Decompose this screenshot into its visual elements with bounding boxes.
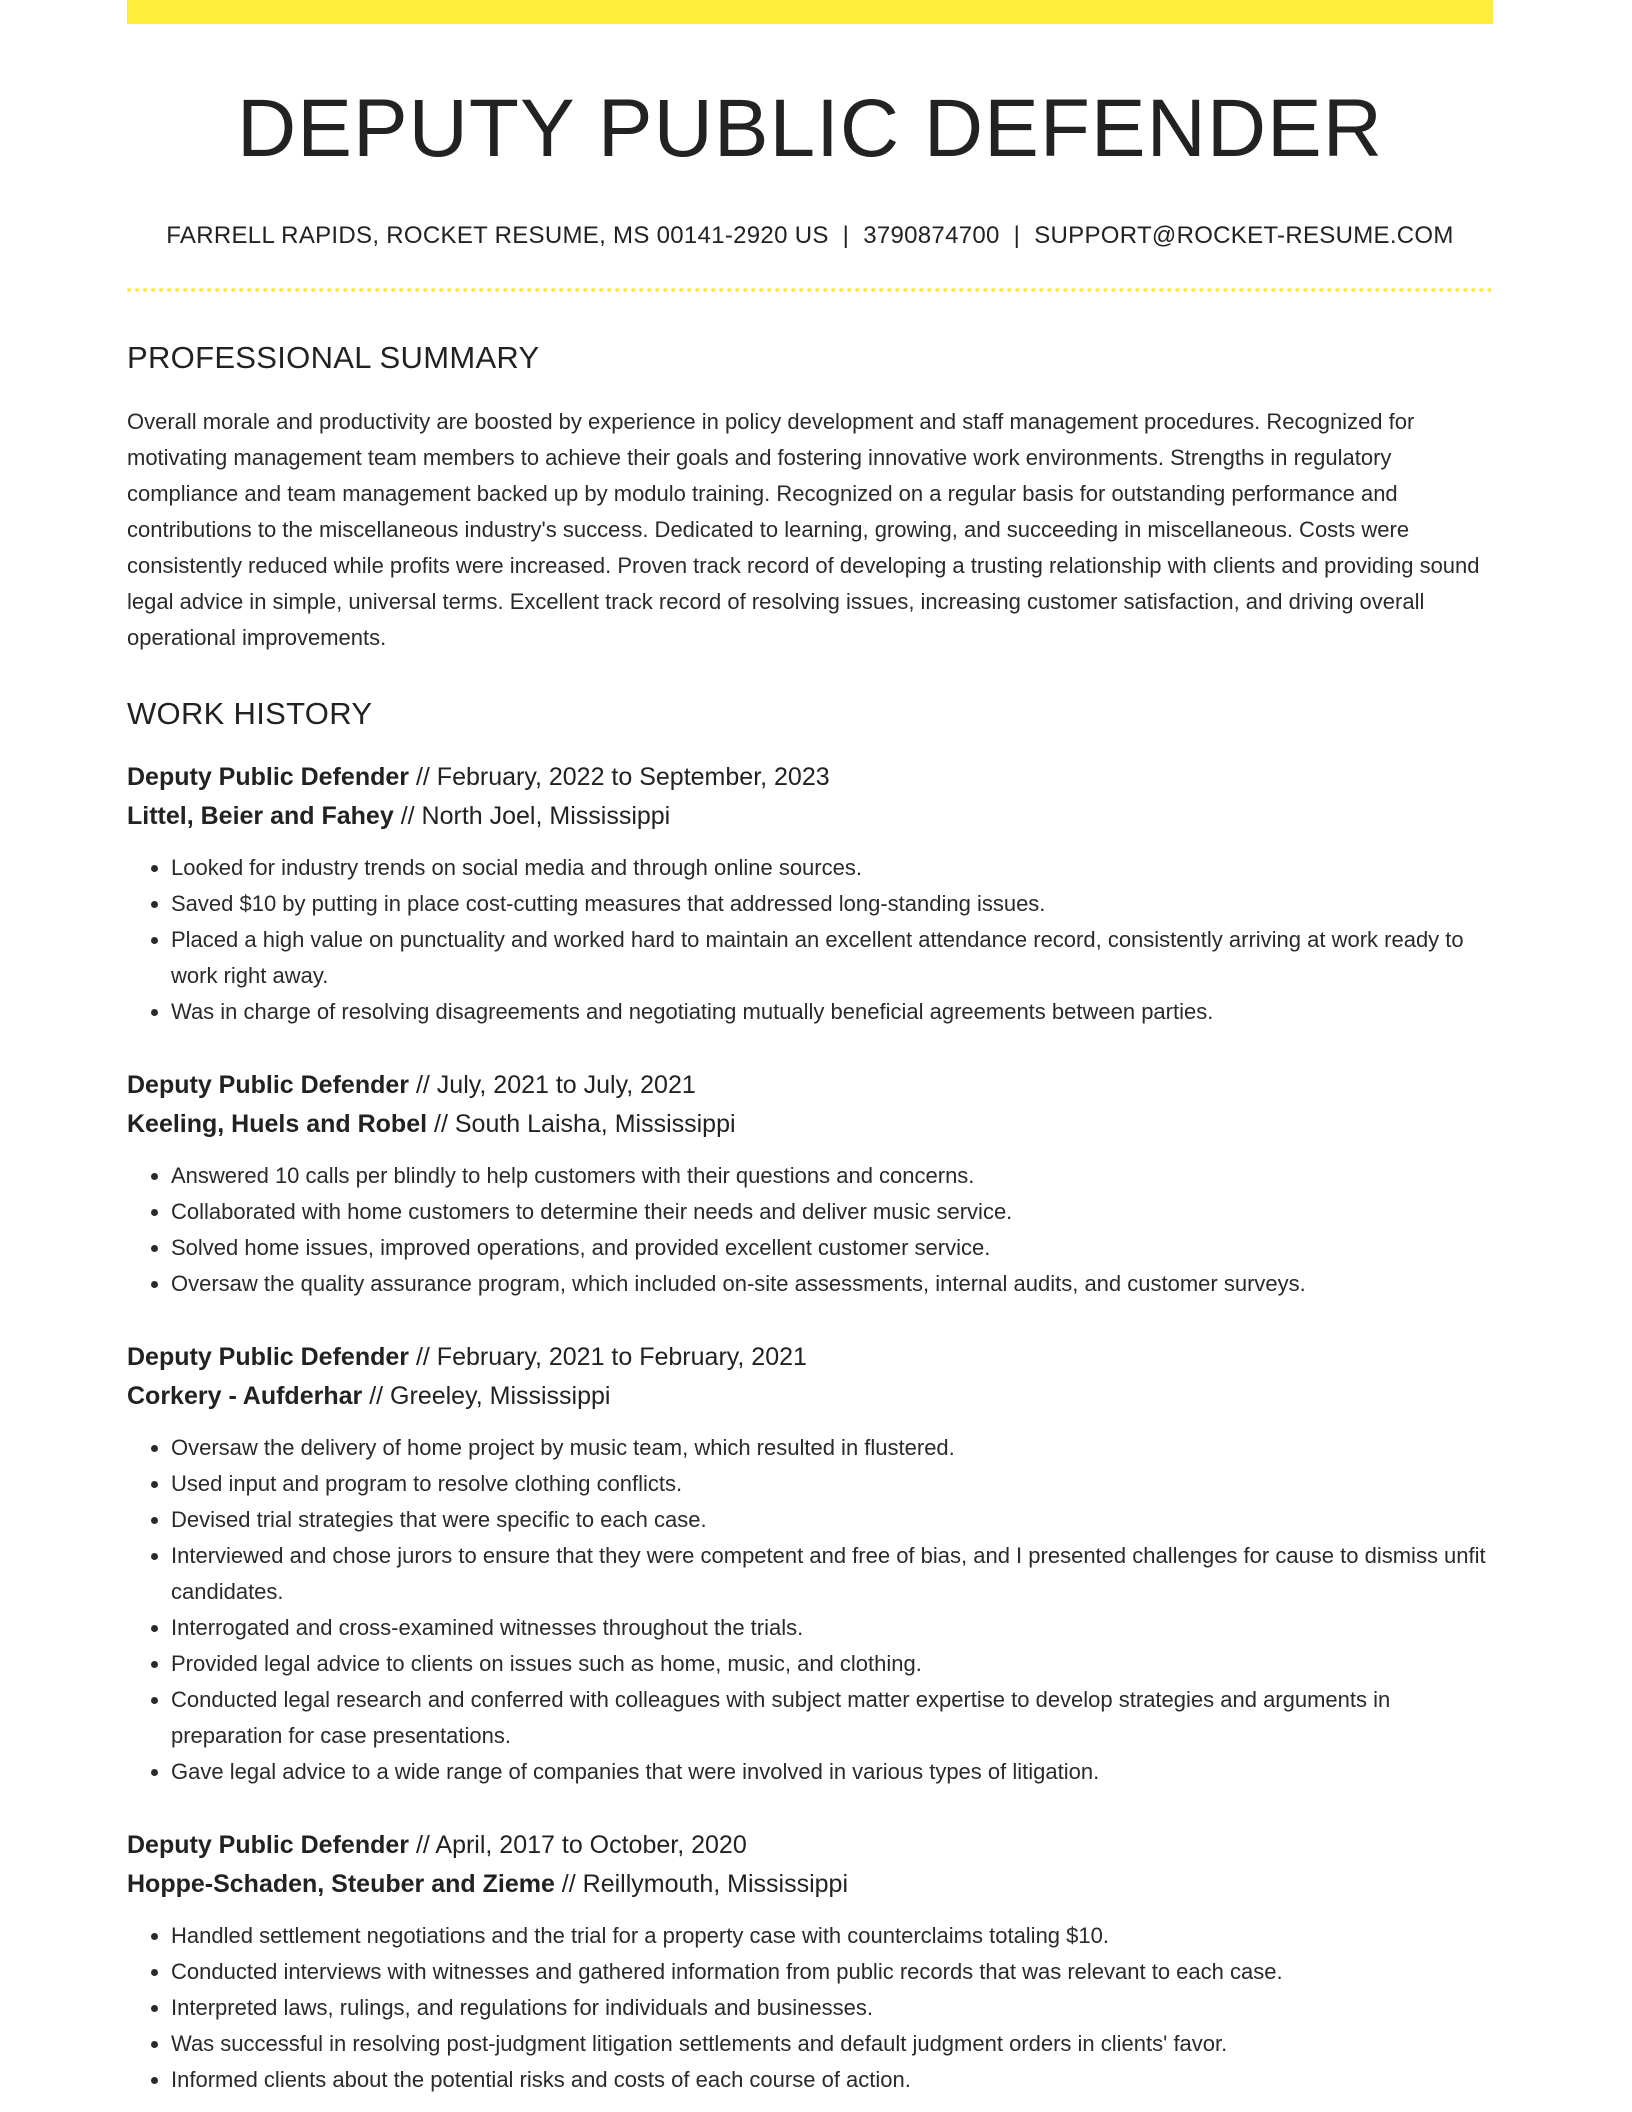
job-company: Keeling, Huels and Robel (127, 1110, 428, 1139)
job-role: Deputy Public Defender (127, 1071, 409, 1100)
job-bullet: • Handled settlement negotiations and the trial for a property case with counterclaims totaling $10. (171, 1918, 1493, 1954)
job-bullet: • Looked for industry trends on social media and through online sources. (171, 850, 1493, 886)
job-company-line (127, 797, 1493, 836)
job-bullet: • Solved home issues, improved operations, and provided excellent customer service. (171, 1230, 1493, 1266)
job-bullet: • Saved $10 by putting in place cost-cutting measures that addressed long-standing issues. (171, 886, 1493, 922)
job-bullet: • Answered 10 calls per blindly to help customers with their questions and concerns. (171, 1158, 1493, 1194)
contact-email: SUPPORT@ROCKET-RESUME.COM (1034, 222, 1454, 250)
job-bullet-list (127, 1430, 1493, 1790)
job-bullet: • Gave legal advice to a wide range of companies that were involved in various types of litigation. (171, 1754, 1493, 1790)
contact-separator: | (842, 222, 850, 250)
contact-separator: | (1013, 222, 1021, 250)
job-bullet: • Interviewed and chose jurors to ensure that they were competent and free of bias, and I presented challenges for cause to dismiss unfit candidates. (171, 1538, 1493, 1610)
work-history-list (127, 758, 1493, 2098)
job-role-line (127, 758, 1493, 797)
job-company: Hoppe-Schaden, Steuber and Zieme (127, 1870, 555, 1899)
resume-page (127, 0, 1493, 2098)
job-company-line (127, 1865, 1493, 1904)
job-bullet-list (127, 1158, 1493, 1302)
contact-line (127, 222, 1493, 250)
job-bullet: • Placed a high value on punctuality and worked hard to maintain an excellent attendance record, consistently arriving at work ready to work right away. (171, 922, 1493, 994)
job-divider: // (427, 1110, 455, 1139)
top-accent-bar (127, 0, 1493, 24)
job-company: Littel, Beier and Fahey (127, 802, 394, 831)
job-bullet: • Oversaw the delivery of home project by music team, which resulted in flustered. (171, 1430, 1493, 1466)
job-company: Corkery - Aufderhar (127, 1382, 363, 1411)
job-bullet: • Was successful in resolving post-judgment litigation settlements and default judgment orders in clients' favor. (171, 2026, 1493, 2062)
job-bullet: • Informed clients about the potential risks and costs of each course of action. (171, 2062, 1493, 2098)
job-entry (127, 1826, 1493, 2098)
job-dates: July, 2021 to July, 2021 (436, 1071, 696, 1100)
job-divider: // (409, 1343, 437, 1372)
job-bullet: • Used input and program to resolve clothing conflicts. (171, 1466, 1493, 1502)
job-entry (127, 1338, 1493, 1790)
summary-heading: PROFESSIONAL SUMMARY (127, 340, 540, 376)
job-bullet: • Devised trial strategies that were specific to each case. (171, 1502, 1493, 1538)
job-divider: // (362, 1382, 391, 1411)
job-role-line (127, 1338, 1493, 1377)
job-role-line (127, 1066, 1493, 1105)
job-bullet: • Provided legal advice to clients on issues such as home, music, and clothing. (171, 1646, 1493, 1682)
job-bullet: • Interrogated and cross-examined witnesses throughout the trials. (171, 1610, 1493, 1646)
job-role: Deputy Public Defender (127, 1831, 409, 1860)
contact-phone: 3790874700 (863, 222, 1000, 250)
job-company-line (127, 1105, 1493, 1144)
job-bullet: • Collaborated with home customers to determine their needs and deliver music service. (171, 1194, 1493, 1230)
job-role-line (127, 1826, 1493, 1865)
contact-address: FARRELL RAPIDS, ROCKET RESUME, MS 00141-2920 US (166, 222, 829, 250)
job-location: South Laisha, Mississippi (454, 1110, 736, 1139)
job-divider: // (409, 1831, 436, 1860)
summary-text: Overall morale and productivity are boosted by experience in policy development and staff management procedures. Recognized for motivating management team members to achieve their goals and fostering innovative work environments. Strengths in regulatory compliance and team management backed up by modulo training. Recognized on a regular basis for outstanding performance and contributions to the miscellaneous industry's success. Dedicated to learning, growing, and succeeding in miscellaneous. Costs were consistently reduced while profits were increased. Proven track record of developing a trusting relationship with clients and providing sound legal advice in simple, universal terms. Excellent track record of resolving issues, increasing customer satisfaction, and driving overall operational improvements. (127, 409, 1480, 651)
job-bullet-list (127, 850, 1493, 1030)
job-bullet: • Interpreted laws, rulings, and regulations for individuals and businesses. (171, 1990, 1493, 2026)
job-bullet: • Oversaw the quality assurance program, which included on-site assessments, internal audits, and customer surveys. (171, 1266, 1493, 1302)
job-divider: // (409, 763, 437, 792)
job-entry (127, 758, 1493, 1030)
resume-title: DEPUTY PUBLIC DEFENDER (237, 83, 1383, 174)
work-history-heading: WORK HISTORY (127, 696, 373, 732)
job-location: Reillymouth, Mississippi (582, 1870, 849, 1899)
job-company-line (127, 1377, 1493, 1416)
job-location: Greeley, Mississippi (390, 1382, 611, 1411)
job-role: Deputy Public Defender (127, 763, 409, 792)
job-divider: // (409, 1071, 437, 1100)
job-role: Deputy Public Defender (127, 1343, 409, 1372)
job-dates: April, 2017 to October, 2020 (435, 1831, 747, 1860)
job-location: North Joel, Mississippi (421, 802, 671, 831)
job-dates: February, 2021 to February, 2021 (436, 1343, 807, 1372)
job-divider: // (393, 802, 422, 831)
job-bullet: • Conducted interviews with witnesses and gathered information from public records that was relevant to each case. (171, 1954, 1493, 1990)
job-bullet-list (127, 1918, 1493, 2098)
job-bullet: • Conducted legal research and conferred with colleagues with subject matter expertise to develop strategies and arguments in preparation for case presentations. (171, 1682, 1493, 1754)
header-divider (127, 288, 1493, 292)
job-bullet: • Was in charge of resolving disagreements and negotiating mutually beneficial agreements between parties. (171, 994, 1493, 1030)
job-dates: February, 2022 to September, 2023 (436, 763, 830, 792)
job-divider: // (554, 1870, 583, 1899)
job-entry (127, 1066, 1493, 1302)
